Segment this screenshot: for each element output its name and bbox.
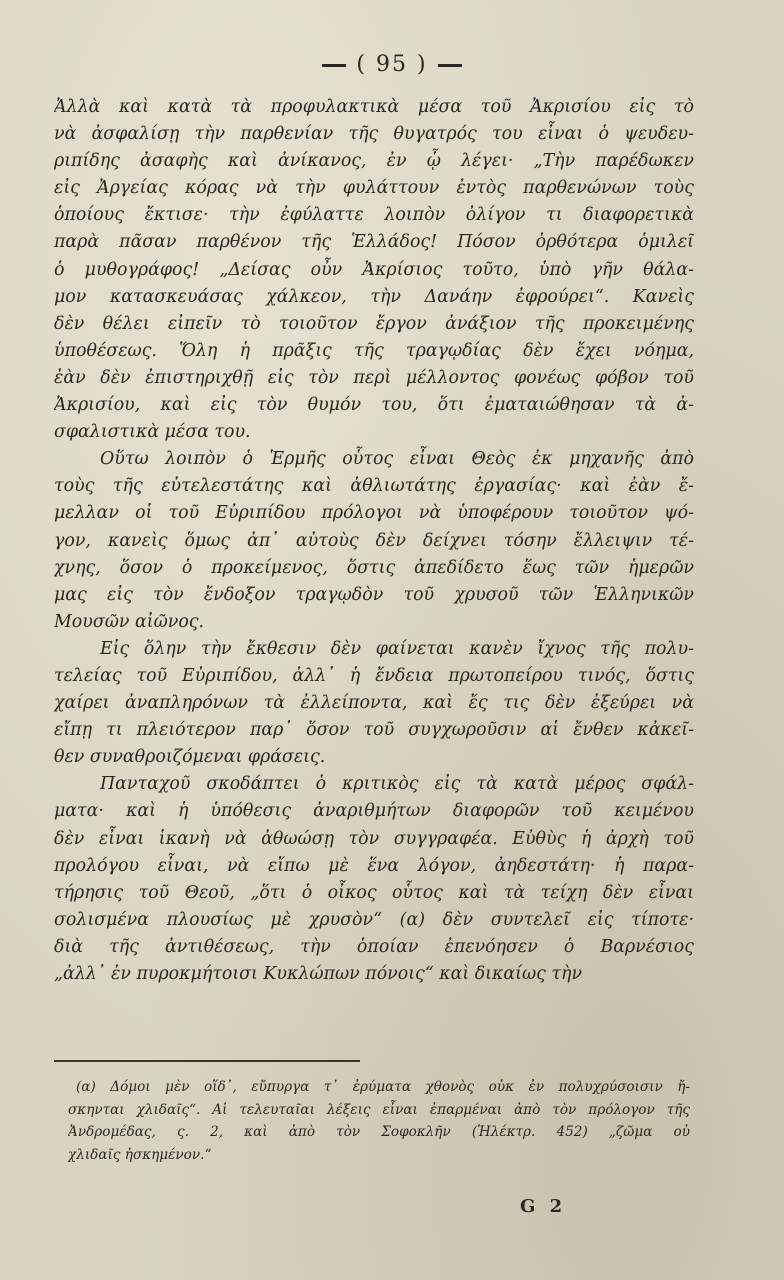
text-line: Πανταχοῦ σκοδάπτει ὁ κριτικὸς εἰς τὰ κατὰ μέρος σφάλ- xyxy=(100,774,694,795)
page-header xyxy=(0,52,784,77)
text-line: Εἰς ὅλην τὴν ἔκθεσιν δὲν φαίνεται κανὲν ἴχνος τῆς πολυ- xyxy=(100,638,694,659)
text-line: μας εἰς τὸν ἔνδοξον τραγῳδὸν τοῦ χρυσοῦ τῶν Ἑλληνικῶν xyxy=(54,584,694,605)
text-line: εἴπῃ τι πλειότερον παρ᾽ ὅσον τοῦ συγχωροῦσιν αἱ ἔνθεν κἀκεῖ- xyxy=(54,720,694,741)
footnote-line: χλιδαῖς ἠσκημένον.“ xyxy=(68,1146,212,1163)
paragraph xyxy=(54,94,694,446)
text-line: ὁποίους ἔκτισε· τὴν ἐφύλαττε λοιπὸν ὀλίγον τι διαφορετικὰ xyxy=(54,205,694,226)
text-line: ἐὰν δὲν ἐπιστηριχθῇ εἰς τὸν περὶ μέλλοντος φονέως φόβον τοῦ xyxy=(54,367,694,388)
main-text xyxy=(54,94,694,988)
text-line: Ἀλλὰ καὶ κατὰ τὰ προφυλακτικὰ μέσα τοῦ Ἀκρισίου εἰς τὸ xyxy=(54,97,694,117)
footnote-rule xyxy=(54,1060,360,1062)
footnote-line: σκηνται χλιδαῖς“. Αἱ τελευταῖαι λέξεις εἶναι ἐπαρμέναι ἀπὸ τὸν πρόλογον τῆς xyxy=(68,1101,690,1118)
text-line: ὁ μυθογράφος! „Δείσας οὖν Ἀκρίσιος τοῦτο, ὑπὸ γῆν θάλα- xyxy=(54,259,694,280)
footnote xyxy=(68,1076,690,1166)
text-line: προλόγου εἶναι, νὰ εἴπω μὲ ἕνα λόγον, ἀηδεστάτη· ἡ παρα- xyxy=(54,855,694,876)
text-line: γον, κανεὶς ὅμως ἀπ᾽ αὐτοὺς δὲν δείχνει τόσην ἔλλειψιν τέ- xyxy=(54,530,694,551)
text-line: σολισμένα πλουσίως μὲ χρυσὸν“ (α) δὲν συντελεῖ εἰς τίποτε· xyxy=(54,909,694,930)
paragraph xyxy=(54,771,694,988)
text-line: μελλαν οἱ τοῦ Εὐριπίδου πρόλογοι νὰ ὑποφέρουν τοιοῦτον ψό- xyxy=(54,503,694,524)
paragraph xyxy=(54,636,694,771)
text-line: χνης, ὅσον ὁ προκείμενος, ὅστις ἀπεδίδετο ἕως τῶν ἡμερῶν xyxy=(54,557,694,578)
text-line: Ἀκρισίου, καὶ εἰς τὸν θυμόν του, ὅτι ἐματαιώθησαν τὰ ἀ- xyxy=(54,395,694,416)
text-line: ὑποθέσεως. Ὅλη ἡ πρᾶξις τῆς τραγῳδίας δὲν ἔχει νόημα, xyxy=(54,340,694,361)
text-line: Μουσῶν αἰῶνος. xyxy=(54,611,205,632)
text-line: θεν συναθροιζόμεναι φράσεις. xyxy=(54,747,326,768)
text-line: χαίρει ἀναπληρόνων τὰ ἐλλείποντα, καὶ ἔς τις δὲν ἐξεύρει νὰ xyxy=(54,693,694,714)
page-number: ( 95 ) xyxy=(356,52,428,77)
text-line: τελείας τοῦ Εὐριπίδου, ἀλλ᾽ ἡ ἔνδεια πρωτοπείρου τινός, ὅστις xyxy=(54,665,694,686)
header-dash-left xyxy=(322,64,346,67)
text-line: δὲν θέλει εἰπεῖν τὸ τοιοῦτον ἔργον ἀνάξιον τῆς προκειμένης xyxy=(54,313,694,334)
signature-mark: G 2 xyxy=(520,1196,567,1217)
header-dash-right xyxy=(438,64,462,67)
text-line: ριπίδης ἀσαφὴς καὶ ἀνίκανος, ἐν ᾧ λέγει· „Τὴν παρέδωκεν xyxy=(54,151,694,172)
text-line: „ἀλλ᾽ ἐν πυροκμήτοισι Κυκλώπων πόνοις“ καὶ δικαίως τὴν xyxy=(54,964,583,984)
text-line: παρὰ πᾶσαν παρθένον τῆς Ἑλλάδος! Πόσον ὀρθότερα ὁμιλεῖ xyxy=(54,232,694,253)
text-line: δὲν εἶναι ἱκανὴ νὰ ἀθωώσῃ τὸν συγγραφέα. Εὐθὺς ἡ ἀρχὴ τοῦ xyxy=(54,828,694,849)
text-line: μον κατασκευάσας χάλκεον, τὴν Δανάην ἐφρούρει“. Κανεὶς xyxy=(54,286,694,307)
text-line: διὰ τῆς ἀντιθέσεως, τὴν ὁποίαν ἐπενόησεν ὁ Βαρνέσιος xyxy=(54,936,694,957)
footnote-line: (α) Δόμοι μὲν οἵδ᾽, εὔπυργα τ᾽ ἐρύματα χθονὸς οὐκ ἐν πολυχρύσοισιν ἤ- xyxy=(76,1079,690,1095)
text-line: εἰς Ἀργείας κόρας νὰ τὴν φυλάττουν ἐντὸς παρθενώνων τοὺς xyxy=(54,178,694,199)
text-line: τήρησις τοῦ Θεοῦ, „ὅτι ὁ οἶκος οὗτος καὶ τὰ τείχη δὲν εἶναι xyxy=(54,882,694,903)
text-line: τοὺς τῆς εὐτελεστάτης καὶ ἀθλιωτάτης ἐργασίας· καὶ ἐὰν ἔ- xyxy=(54,476,694,497)
footnote-line: Ἀνδρομέδας, ς. 2, καὶ ἀπὸ τὸν Σοφοκλῆν (Ἠλέκτρ. 452) „ζῶμα οὐ xyxy=(68,1124,690,1140)
text-line: νὰ ἀσφαλίσῃ τὴν παρθενίαν τῆς θυγατρός του εἶναι ὁ ψευδευ- xyxy=(54,124,694,145)
text-line: σφαλιστικὰ μέσα του. xyxy=(54,422,251,443)
text-line: Οὕτω λοιπὸν ὁ Ἑρμῆς οὗτος εἶναι Θεὸς ἐκ μηχανῆς ἀπὸ xyxy=(100,449,694,470)
text-line: ματα· καὶ ἡ ὑπόθεσις ἀναριθμήτων διαφορῶν τοῦ κειμένου xyxy=(54,801,694,822)
paragraph xyxy=(54,446,694,636)
